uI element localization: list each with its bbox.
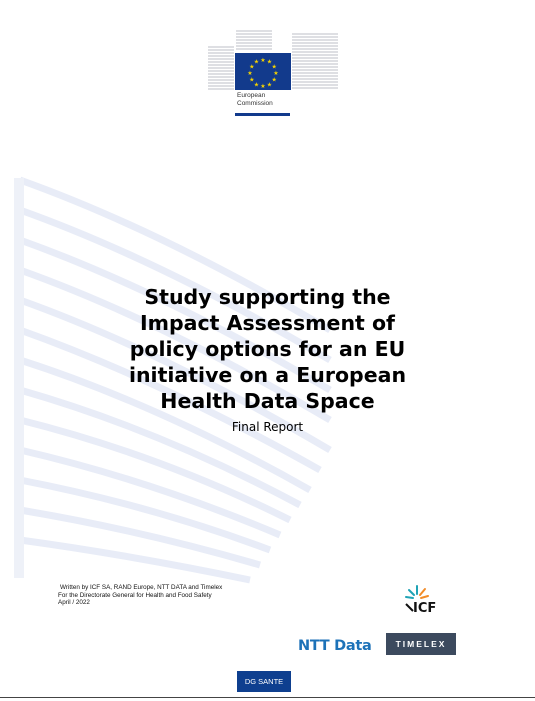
svg-text:★: ★ bbox=[260, 83, 266, 90]
icf-logo-text: ICF bbox=[413, 601, 437, 616]
title-block bbox=[60, 284, 475, 434]
icf-logo bbox=[403, 584, 449, 618]
written-by-line: Written by ICF SA, RAND Europe, NTT DATA and Timelex bbox=[60, 584, 223, 591]
bottom-rule bbox=[0, 697, 535, 698]
svg-text:★: ★ bbox=[260, 57, 266, 64]
svg-text:★: ★ bbox=[273, 70, 279, 77]
ec-logo-text bbox=[237, 92, 297, 108]
svg-text:★: ★ bbox=[253, 81, 260, 89]
ec-logo-line2: Commission bbox=[237, 100, 273, 107]
svg-text:★: ★ bbox=[271, 76, 277, 84]
dg-sante-badge bbox=[237, 671, 291, 692]
ec-logo-line1: European bbox=[237, 92, 266, 99]
svg-text:★: ★ bbox=[247, 70, 253, 77]
svg-text:★: ★ bbox=[266, 58, 273, 66]
directorate-line: For the Directorate General for Health and Food Safety bbox=[58, 591, 212, 599]
report-subtitle: Final Report bbox=[231, 420, 304, 434]
svg-text:★: ★ bbox=[253, 58, 260, 66]
timelex-logo-text: TIMELEX bbox=[395, 639, 447, 649]
timelex-logo bbox=[386, 633, 456, 655]
dg-sante-label: DG SANTE bbox=[244, 677, 284, 686]
credits-block bbox=[58, 584, 318, 607]
svg-text:★: ★ bbox=[266, 81, 273, 89]
svg-text:★: ★ bbox=[271, 63, 277, 71]
svg-text:★: ★ bbox=[249, 76, 255, 84]
svg-text:★: ★ bbox=[249, 63, 255, 71]
ntt-data-logo: NTT Data bbox=[298, 638, 372, 654]
ec-logo-underline bbox=[235, 113, 290, 116]
date-line: April / 2022 bbox=[58, 599, 90, 607]
report-title: Study supporting the Impact Assessment of policy options for an EU initiative on a European Health Data Space bbox=[128, 285, 407, 413]
